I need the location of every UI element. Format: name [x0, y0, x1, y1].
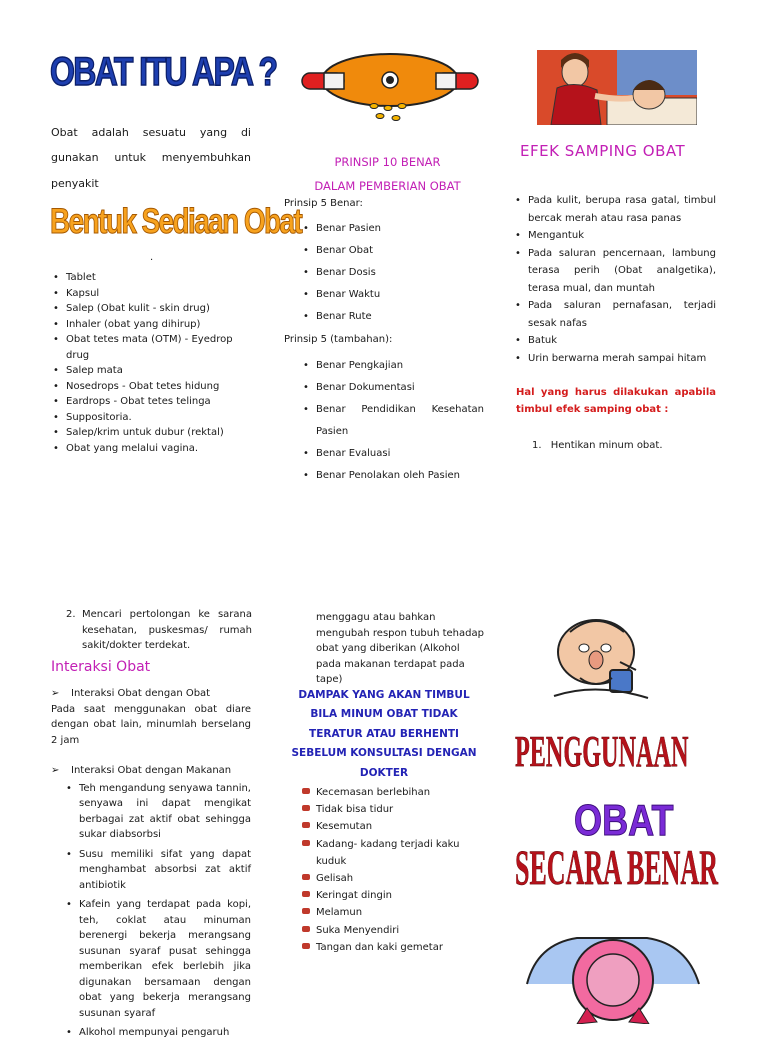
list-item: Keringat dingin [300, 887, 480, 904]
list-item: • Obat yang melalui vagina. [50, 441, 255, 457]
interaksi-makanan-section [51, 763, 251, 1041]
award-ribbon-illustration [517, 924, 707, 1024]
list-item: • Obat tetes mata (OTM) - Eyedrop drug [50, 332, 255, 363]
stray-dot: . [150, 252, 154, 263]
list-item: • Inhaler (obat yang dihirup) [50, 317, 255, 333]
sick-man-illustration [540, 612, 662, 704]
step-text: Mencari pertolongan ke sarana kesehatan, puskesmas/ rumah sakit/dokter terdekat. [82, 609, 252, 651]
list-item: Kadang- kadang terjadi kaku kuduk [300, 836, 480, 870]
prinsip5-label: Prinsip 5 Benar: [284, 198, 363, 209]
list-item: Gelisah [300, 870, 480, 887]
title-obat-itu-apa: OBAT ITU APA ? [50, 50, 277, 94]
step-2 [66, 607, 252, 654]
prinsip-title-line-2: DALAM PEMBERIAN OBAT [314, 179, 461, 194]
interaksi-obat-text: Pada saat menggunakan obat diare dengan obat lain, minumlah berselang 2 jam [51, 703, 251, 746]
interaksi-obat-section [51, 686, 251, 748]
list-item: • Benar Dosis [300, 262, 484, 284]
hal-text: Hal yang harus dilakukan apabila timbul efek samping obat : [516, 387, 716, 415]
pill-face-icon [298, 48, 488, 128]
bentuk-list [50, 270, 255, 456]
step-1 [532, 438, 663, 454]
dampak-title: DAMPAK YANG AKAN TIMBUL BILA MINUM OBAT TIDAK TERATUR ATAU BERHENTI SEBELUM KONSULTASI DENGAN DOKTER [291, 689, 477, 779]
title-bentuk-sediaan: Bentuk Sediaan Obat [50, 202, 302, 241]
list-item: • Salep (Obat kulit - skin drug) [50, 301, 255, 317]
step-number: 2. [66, 609, 76, 620]
list-item: Kesemutan [300, 818, 480, 835]
list-item: • Benar Dokumentasi [300, 377, 484, 399]
list-item: • Benar Waktu [300, 284, 484, 306]
prinsip-title-line-1: PRINSIP 10 BENAR [334, 155, 441, 169]
list-item: • Batuk [512, 332, 716, 350]
list-item: • Benar Pengkajian [300, 355, 484, 377]
step-text: Hentikan minum obat. [550, 440, 663, 451]
list-item: • Benar Pendidikan Kesehatan Pasien [300, 399, 484, 443]
list-item: Melamun [300, 904, 480, 921]
list-item: • Benar Penolakan oleh Pasien [300, 465, 484, 487]
definition-text: Obat adalah sesuatu yang di gunakan untuk menyembuhkan penyakit [51, 126, 251, 190]
list-item: • Tablet [50, 270, 255, 286]
list-item: • Pada saluran pencernaan, lambung terasa perih (Obat analgetika), terasa mual, dan muntah [512, 245, 716, 298]
list-item: • Salep mata [50, 363, 255, 379]
prinsip-title [285, 150, 490, 198]
list-item: • Suppositoria. [50, 410, 255, 426]
tambahan-label: Prinsip 5 (tambahan): [284, 334, 393, 345]
makanan-list [63, 781, 251, 1041]
list-item: • Benar Obat [300, 240, 484, 262]
list-item: • Salep/krim untuk dubur (rektal) [50, 425, 255, 441]
list-item: Kecemasan berlebihan [300, 784, 480, 801]
list-item: • Teh mengandung senyawa tannin, senyawa ini dapat mengikat berbagai zat aktif obat sehingga sukar diabsorbsi [63, 781, 251, 843]
nurse-patient-illustration [537, 50, 697, 125]
tambahan-list [300, 355, 484, 487]
wordart-obat: OBAT [574, 796, 674, 845]
efek-list [512, 192, 716, 367]
list-item: • Eardrops - Obat tetes telinga [50, 394, 255, 410]
list-item: Tidak bisa tidur [300, 801, 480, 818]
list-item: • Urin berwarna merah sampai hitam [512, 350, 716, 368]
list-item: • Susu memiliki sifat yang dapat menghambat absorbsi zat aktif antibiotik [63, 847, 251, 894]
list-item: • Mengantuk [512, 227, 716, 245]
list-item: • Pada saluran pernafasan, terjadi sesak nafas [512, 297, 716, 332]
list-item: • Kafein yang terdapat pada kopi, teh, coklat atau minuman berenergi bekerja merangsang susunan syaraf pusat sehingga memberikan efek berlebih jika digunakan bersamaan dengan obat yang bekerja merangsang susunan syaraf [63, 897, 251, 1021]
list-item: Suka Menyendiri [300, 922, 480, 939]
list-item: Tangan dan kaki gemetar [300, 939, 480, 956]
dampak-list [300, 784, 480, 956]
efek-title: EFEK SAMPING OBAT [520, 142, 686, 160]
prinsip5-list [300, 218, 484, 328]
alkohol-continued: menggagu atau bahkan mengubah respon tubuh tehadap obat yang diberikan (Alkohol pada makanan terdapat pada tape) [316, 612, 484, 685]
interaksi-obat-head: ➢ Interaksi Obat dengan Obat [51, 686, 251, 702]
interaksi-title: Interaksi Obat [51, 659, 151, 675]
list-item: • Benar Rute [300, 306, 484, 328]
list-item: • Benar Evaluasi [300, 443, 484, 465]
list-item: • Kapsul [50, 286, 255, 302]
wordart-penggunaan: PENGGUNAAN [515, 727, 689, 776]
interaksi-makanan-head: ➢ Interaksi Obat dengan Makanan [51, 763, 251, 779]
list-item: • Alkohol mempunyai pengaruh [63, 1025, 251, 1041]
list-item: • Nosedrops - Obat tetes hidung [50, 379, 255, 395]
step-number: 1. [532, 440, 542, 451]
wordart-secara-benar: SECARA BENAR [515, 839, 718, 895]
list-item: • Benar Pasien [300, 218, 484, 240]
list-item: • Pada kulit, berupa rasa gatal, timbul bercak merah atau rasa panas [512, 192, 716, 227]
